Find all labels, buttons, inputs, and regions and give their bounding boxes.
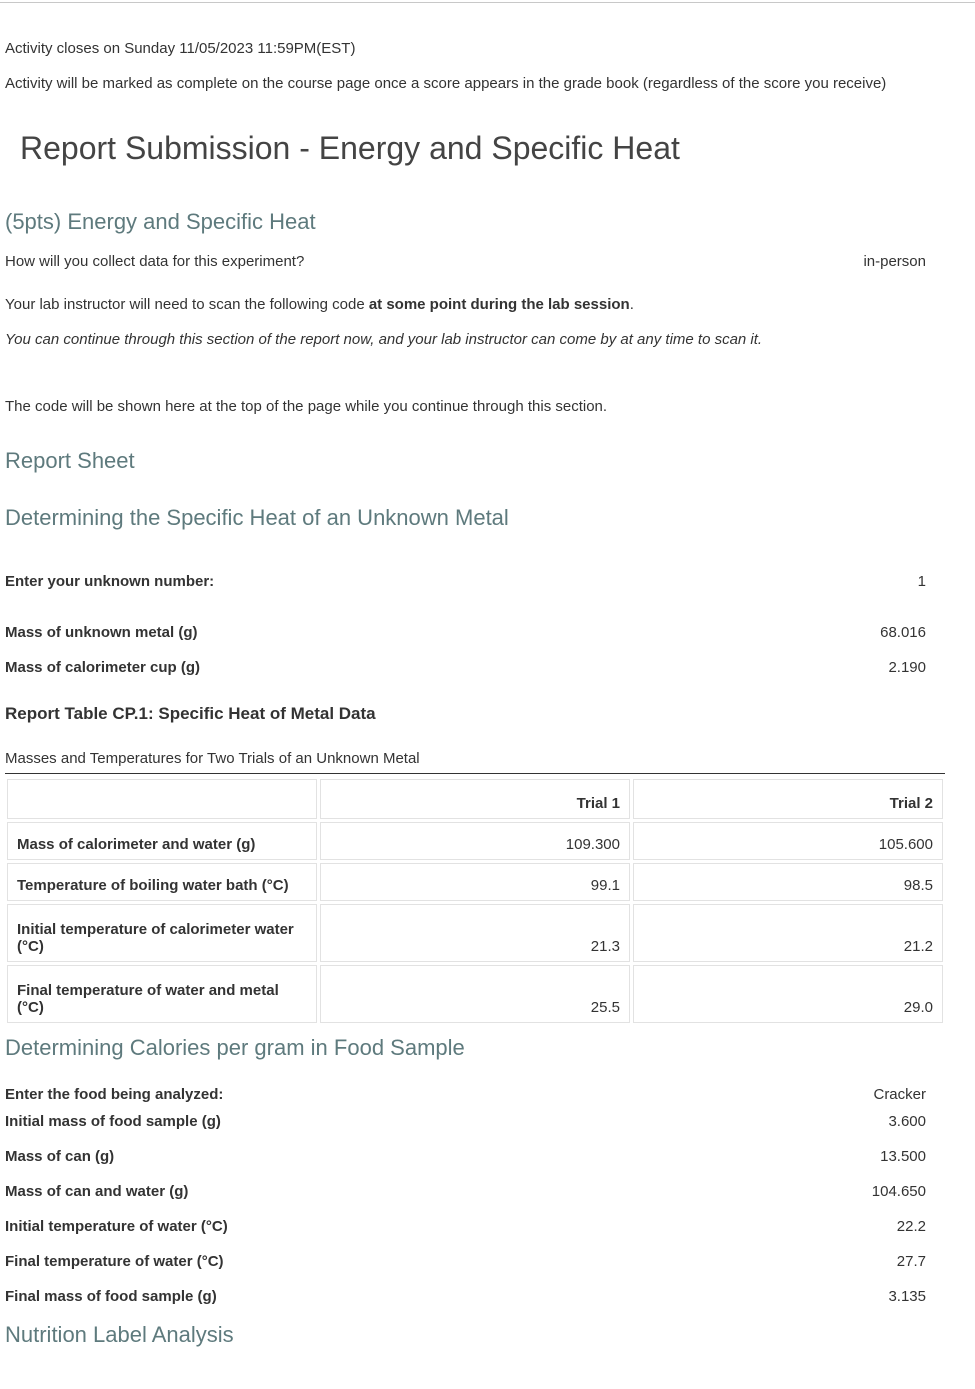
row-label: Mass of calorimeter and water (g) [7, 822, 317, 860]
food-row-value[interactable]: Cracker [873, 1086, 926, 1103]
row-label: Temperature of boiling water bath (°C) [7, 863, 317, 901]
food-row [5, 1086, 926, 1108]
trial-2-value[interactable]: 21.2 [633, 904, 943, 962]
table-header-blank [7, 779, 317, 819]
table-row [7, 822, 943, 860]
mass-metal-value[interactable]: 68.016 [880, 624, 926, 641]
unknown-number-value[interactable]: 1 [917, 573, 926, 590]
scan-instructions [5, 296, 634, 313]
collection-method-row [5, 253, 926, 275]
report-table-caption: Masses and Temperatures for Two Trials of an Unknown Metal [5, 750, 420, 767]
table-top-rule [5, 773, 945, 774]
code-display-note: The code will be shown here at the top of the page while you continue through this section. [5, 398, 608, 415]
trial-1-value[interactable]: 109.300 [320, 822, 630, 860]
food-row-value[interactable]: 3.135 [888, 1288, 926, 1305]
food-row-value[interactable]: 27.7 [896, 1253, 926, 1270]
food-row-label: Initial temperature of water (°C) [5, 1218, 228, 1235]
section-heading-metal: Determining the Specific Heat of an Unknown Metal [5, 505, 509, 530]
food-row-label: Final temperature of water (°C) [5, 1253, 224, 1270]
food-row-value[interactable]: 13.500 [880, 1148, 926, 1165]
food-row-value[interactable]: 104.650 [871, 1183, 926, 1200]
table-row [7, 965, 943, 1023]
activity-closes-notice: Activity closes on Sunday 11/05/2023 11:59PM(EST) [5, 40, 356, 57]
scan-instructions-pre: Your lab instructor will need to scan the following code [5, 296, 369, 313]
food-row-value[interactable]: 22.2 [896, 1218, 926, 1235]
trial-1-value[interactable]: 25.5 [320, 965, 630, 1023]
collection-method-question: How will you collect data for this experiment? [5, 253, 305, 270]
section-heading-nutrition: Nutrition Label Analysis [5, 1322, 234, 1347]
mass-cup-label: Mass of calorimeter cup (g) [5, 659, 201, 676]
table-header-trial-2: Trial 2 [633, 779, 943, 819]
trial-2-value[interactable]: 29.0 [633, 965, 943, 1023]
food-row [5, 1113, 926, 1135]
food-row-label: Enter the food being analyzed: [5, 1086, 224, 1103]
food-row-label: Mass of can (g) [5, 1148, 115, 1165]
section-heading-food: Determining Calories per gram in Food Sample [5, 1035, 465, 1060]
trial-1-value[interactable]: 99.1 [320, 863, 630, 901]
section-heading-energy: (5pts) Energy and Specific Heat [5, 209, 316, 234]
scan-instructions-post: . [629, 296, 634, 313]
food-row-label: Mass of can and water (g) [5, 1183, 189, 1200]
trial-2-value[interactable]: 98.5 [633, 863, 943, 901]
row-label: Final temperature of water and metal (°C) [7, 965, 317, 1023]
trial-2-value[interactable]: 105.600 [633, 822, 943, 860]
food-row-value[interactable]: 3.600 [888, 1113, 926, 1130]
unknown-number-row [5, 573, 926, 595]
activity-completion-notice: Activity will be marked as complete on the course page once a score appears in the grade book (regardless of the score you receive) [5, 75, 887, 92]
food-row [5, 1288, 926, 1310]
specific-heat-table [4, 776, 946, 1026]
table-row [7, 904, 943, 962]
food-row-label: Initial mass of food sample (g) [5, 1113, 221, 1130]
mass-metal-label: Mass of unknown metal (g) [5, 624, 198, 641]
mass-cup-row [5, 659, 926, 681]
food-row [5, 1253, 926, 1275]
food-row-label: Final mass of food sample (g) [5, 1288, 217, 1305]
table-row [7, 863, 943, 901]
top-divider [0, 2, 975, 3]
collection-method-answer[interactable]: in-person [863, 253, 926, 270]
trial-1-value[interactable]: 21.3 [320, 904, 630, 962]
unknown-number-label: Enter your unknown number: [5, 573, 215, 590]
food-row [5, 1218, 926, 1240]
food-row [5, 1148, 926, 1170]
food-row [5, 1183, 926, 1205]
continue-note: You can continue through this section of the report now, and your lab instructor can come by at any time to scan it. [5, 331, 763, 348]
section-heading-report-sheet: Report Sheet [5, 448, 135, 473]
mass-metal-row [5, 624, 926, 646]
table-header-trial-1: Trial 1 [320, 779, 630, 819]
scan-instructions-emphasis: at some point during the lab session [368, 296, 630, 313]
page-title: Report Submission - Energy and Specific Heat [20, 130, 680, 166]
mass-cup-value[interactable]: 2.190 [888, 659, 926, 676]
row-label: Initial temperature of calorimeter water (°C) [7, 904, 317, 962]
report-table-title: Report Table CP.1: Specific Heat of Metal Data [5, 704, 376, 723]
